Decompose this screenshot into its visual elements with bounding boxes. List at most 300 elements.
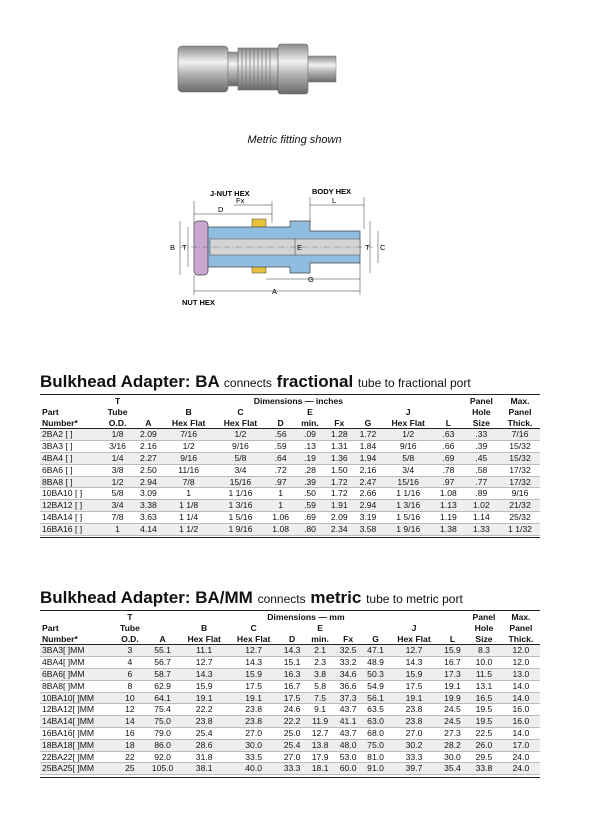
- value-cell: 7/16: [180, 429, 197, 440]
- value-cell: 43.7: [339, 704, 357, 715]
- value-cell: 1/2: [402, 429, 415, 440]
- value-cell: 81.0: [367, 751, 384, 762]
- value-cell: 9/16: [180, 453, 197, 464]
- value-cell: 1 1/32: [508, 523, 532, 534]
- part-number-cell: 4BA4[ ]MM: [42, 657, 85, 668]
- value-cell: .78: [442, 464, 455, 475]
- value-cell: 27.0: [405, 728, 423, 739]
- value-cell: 28.6: [195, 739, 213, 750]
- table-row: [40, 500, 540, 512]
- photo-caption: Metric fitting shown: [247, 134, 342, 146]
- header-cell: Panel: [508, 406, 532, 417]
- value-cell: 5/8: [234, 453, 247, 464]
- part-number-cell: 8BA8[ ]MM: [42, 680, 85, 691]
- value-cell: .39: [303, 476, 316, 487]
- header-cell: Part: [42, 622, 59, 633]
- part-number-cell: 6BA6 [ ]: [42, 464, 73, 475]
- value-cell: 17/32: [509, 464, 531, 475]
- header-cell: [266, 407, 295, 418]
- part-number-cell: 22BA22[ ]MM: [42, 751, 95, 762]
- value-cell: 24.5: [444, 704, 461, 715]
- value-cell: 21/32: [509, 500, 531, 511]
- header-row: [40, 396, 540, 407]
- value-cell: 1.19: [440, 512, 457, 523]
- part-number-cell: 18BA18[ ]MM: [42, 739, 95, 750]
- table-bottom-rule: [40, 777, 540, 778]
- header-cell: Hex Flat: [179, 634, 228, 645]
- table-row: [40, 751, 540, 763]
- value-cell: 9/16: [511, 488, 529, 499]
- value-cell: 33.3: [283, 763, 301, 774]
- header-row: [40, 407, 540, 418]
- value-cell: 17.5: [405, 680, 423, 691]
- fitting-photo: [170, 30, 340, 110]
- value-cell: 1/2: [182, 441, 195, 452]
- nut-hex-shape: [194, 221, 208, 275]
- value-cell: 2.09: [330, 512, 348, 523]
- value-cell: 7/8: [182, 476, 195, 487]
- value-cell: 25/32: [509, 512, 531, 523]
- label-c: C: [380, 243, 386, 252]
- value-cell: 33.5: [245, 751, 263, 762]
- table-row: [40, 680, 540, 692]
- table-row: [40, 476, 540, 488]
- part-number-cell: 10BA10 [ ]: [42, 488, 83, 499]
- value-cell: 34.6: [339, 669, 357, 680]
- value-cell: 33.2: [339, 657, 357, 668]
- header-cell: L: [434, 418, 463, 429]
- value-cell: 2.94: [140, 476, 157, 487]
- value-cell: 1 1/16: [396, 488, 421, 499]
- value-cell: 1 1/8: [179, 500, 199, 511]
- table-row: [40, 441, 540, 453]
- title-main: Bulkhead Adapter: BA/MM: [40, 588, 253, 607]
- header-cell: D: [266, 418, 295, 429]
- value-cell: .69: [303, 512, 316, 523]
- table-top-rule: [40, 610, 540, 611]
- value-cell: 17.5: [283, 692, 301, 703]
- table-bottom-rule: [40, 537, 540, 538]
- title-post: tube to metric port: [366, 592, 463, 606]
- value-cell: 22.2: [195, 704, 213, 715]
- header-cell: [278, 623, 305, 634]
- value-cell: 75.4: [154, 704, 171, 715]
- value-cell: 14.3: [283, 645, 301, 656]
- value-cell: 10: [125, 692, 135, 703]
- value-cell: 7/8: [111, 512, 124, 523]
- table-top-rule: [40, 394, 540, 395]
- value-cell: 48.0: [339, 739, 357, 750]
- table-row: [40, 739, 540, 751]
- header-cell: Number*: [40, 418, 101, 429]
- header-row: [40, 418, 540, 429]
- value-cell: 2.27: [140, 453, 157, 464]
- value-cell: 105.0: [151, 763, 174, 774]
- value-cell: 12: [125, 704, 135, 715]
- value-cell: 16: [125, 728, 135, 739]
- table-row: [40, 645, 540, 657]
- value-cell: 48.9: [367, 657, 384, 668]
- value-cell: 31.8: [195, 751, 213, 762]
- value-cell: 27.3: [444, 728, 461, 739]
- value-cell: 16.3: [283, 669, 301, 680]
- value-cell: 14: [125, 716, 135, 727]
- section-title-ba: [40, 372, 471, 392]
- header-cell: Part: [42, 406, 59, 417]
- value-cell: 22: [125, 751, 135, 762]
- header-cell: A: [146, 634, 180, 645]
- label-b: B: [170, 243, 176, 252]
- value-cell: 1.36: [330, 453, 348, 464]
- value-cell: 54.9: [367, 680, 384, 691]
- value-cell: 1 9/16: [228, 523, 253, 534]
- value-cell: 29.5: [475, 751, 493, 762]
- value-cell: 30.0: [245, 739, 263, 750]
- value-cell: 56.1: [367, 692, 384, 703]
- value-cell: 14.0: [512, 728, 530, 739]
- title-pre: connects: [257, 592, 306, 606]
- value-cell: 1 3/16: [228, 500, 253, 511]
- header-cell: C: [250, 622, 257, 633]
- value-cell: 3.8: [314, 669, 327, 680]
- part-number-cell: 3BA3[ ]MM: [42, 645, 85, 656]
- value-cell: .28: [303, 464, 316, 475]
- header-cell: G: [362, 634, 389, 645]
- value-cell: 14.0: [512, 680, 530, 691]
- value-cell: 3.09: [140, 488, 157, 499]
- value-cell: 1.72: [330, 488, 348, 499]
- value-cell: 1.91: [330, 500, 348, 511]
- value-cell: 19.1: [245, 692, 263, 703]
- header-cell: [439, 623, 466, 634]
- value-cell: 43.7: [339, 728, 357, 739]
- value-cell: 23.8: [245, 716, 263, 727]
- value-cell: 4: [127, 657, 133, 668]
- value-cell: 2.50: [140, 464, 157, 475]
- value-cell: 91.0: [367, 763, 384, 774]
- value-cell: 40.0: [245, 763, 263, 774]
- value-cell: 16.7: [283, 680, 301, 691]
- label-jnut-hex: J-NUT HEX: [210, 189, 250, 198]
- value-cell: 11.1: [196, 645, 213, 656]
- value-cell: 15/16: [229, 476, 252, 487]
- value-cell: 2.47: [359, 476, 377, 487]
- value-cell: 5.8: [314, 680, 327, 691]
- value-cell: 11/16: [178, 464, 200, 475]
- value-cell: 1.31: [330, 441, 348, 452]
- value-cell: 17/32: [509, 476, 531, 487]
- value-cell: 15/16: [397, 476, 419, 487]
- part-number-cell: 3BA3 [ ]: [42, 441, 73, 452]
- header-cell: J: [411, 622, 417, 633]
- value-cell: 26.0: [475, 739, 493, 750]
- value-cell: 47.1: [367, 645, 384, 656]
- value-cell: .59: [274, 441, 287, 452]
- value-cell: 14.3: [245, 657, 263, 668]
- value-cell: 1 5/16: [228, 512, 253, 523]
- value-cell: 79.0: [154, 728, 171, 739]
- table-row: [40, 523, 540, 535]
- value-cell: 28.2: [444, 739, 461, 750]
- value-cell: 2.34: [330, 523, 348, 534]
- title-pre: connects: [223, 376, 272, 390]
- header-cell: T: [127, 612, 133, 623]
- value-cell: 11.5: [475, 669, 492, 680]
- value-cell: 75.0: [367, 739, 384, 750]
- header-cell: Hole: [474, 622, 494, 633]
- value-cell: 1.94: [359, 453, 377, 464]
- value-cell: 1.72: [330, 476, 348, 487]
- value-cell: 17.0: [512, 739, 530, 750]
- header-row: [40, 612, 540, 623]
- value-cell: 25.4: [195, 728, 213, 739]
- value-cell: .66: [442, 441, 455, 452]
- header-cell: Panel: [509, 622, 533, 633]
- part-number-cell: 4BA4 [ ]: [42, 453, 73, 464]
- value-cell: .13: [303, 441, 316, 452]
- value-cell: .56: [274, 429, 287, 440]
- spec-table-fractional: [40, 396, 540, 536]
- header-cell: [334, 623, 361, 634]
- value-cell: 4.14: [140, 523, 157, 534]
- value-cell: 35.4: [444, 763, 461, 774]
- header-cell: T: [114, 396, 121, 407]
- value-cell: 2.16: [359, 464, 377, 475]
- header-cell: D: [278, 634, 305, 645]
- value-cell: 16.5: [475, 692, 493, 703]
- label-d: D: [218, 205, 224, 214]
- table-row: [40, 763, 540, 775]
- table-row: [40, 716, 540, 728]
- part-number-cell: 16BA16 [ ]: [42, 523, 83, 534]
- value-cell: 10.0: [475, 657, 493, 668]
- value-cell: 22.2: [283, 716, 301, 727]
- value-cell: 3: [127, 645, 133, 656]
- value-cell: 11.9: [312, 716, 329, 727]
- value-cell: 14.3: [195, 669, 213, 680]
- label-t-right: T: [365, 243, 370, 252]
- header-cell: Tube: [119, 622, 140, 633]
- part-number-cell: 2BA2 [ ]: [42, 429, 73, 440]
- value-cell: .19: [303, 453, 316, 464]
- table-row: [40, 488, 540, 500]
- header-cell: min.: [306, 634, 335, 645]
- label-l: L: [332, 196, 337, 205]
- value-cell: 1.84: [359, 441, 377, 452]
- label-t-left: T: [182, 243, 187, 252]
- value-cell: 1.14: [473, 512, 490, 523]
- value-cell: 36.6: [339, 680, 357, 691]
- value-cell: .33: [475, 429, 488, 440]
- value-cell: 1: [115, 523, 120, 534]
- value-cell: 58.7: [154, 669, 171, 680]
- value-cell: 3/4: [234, 464, 247, 475]
- value-cell: 24.5: [444, 716, 461, 727]
- value-cell: 3/8: [111, 464, 124, 475]
- value-cell: 1 9/16: [396, 523, 421, 534]
- header-row: [40, 634, 540, 645]
- header-cell: [434, 407, 463, 418]
- value-cell: 7/16: [511, 429, 529, 440]
- value-cell: 16.0: [512, 716, 530, 727]
- value-cell: 30.0: [444, 751, 461, 762]
- value-cell: 7.5: [314, 692, 327, 703]
- value-cell: 23.8: [195, 716, 213, 727]
- value-cell: 60.0: [339, 763, 357, 774]
- value-cell: 18: [125, 739, 135, 750]
- label-fx: Fx: [236, 196, 245, 205]
- value-cell: 32.5: [339, 645, 357, 656]
- value-cell: 1.06: [272, 512, 290, 523]
- value-cell: 15/32: [509, 441, 531, 452]
- value-cell: 19.5: [475, 704, 493, 715]
- header-cell: C: [237, 406, 244, 417]
- value-cell: 3.58: [359, 523, 377, 534]
- header-cell: Dimensions — inches: [253, 396, 344, 407]
- value-cell: .69: [442, 453, 455, 464]
- dimension-diagram: [160, 183, 390, 308]
- section-title-bamm: [40, 588, 463, 608]
- table-row: [40, 429, 540, 441]
- value-cell: .63: [442, 429, 455, 440]
- value-cell: 24.0: [512, 751, 530, 762]
- value-cell: 41.1: [339, 716, 357, 727]
- table-row: [40, 452, 540, 464]
- value-cell: 2.09: [140, 429, 157, 440]
- value-cell: 23.8: [245, 704, 263, 715]
- spec-table-metric: [40, 612, 540, 775]
- value-cell: 30.2: [405, 739, 423, 750]
- value-cell: 1: [186, 488, 192, 499]
- value-cell: 63.0: [367, 716, 384, 727]
- value-cell: 64.1: [154, 692, 171, 703]
- value-cell: 16.7: [444, 657, 461, 668]
- value-cell: 39.7: [405, 763, 423, 774]
- value-cell: 12.7: [245, 645, 263, 656]
- value-cell: 3.19: [359, 512, 377, 523]
- title-main: Bulkhead Adapter: BA: [40, 372, 220, 391]
- value-cell: .50: [303, 488, 316, 499]
- value-cell: .64: [274, 453, 287, 464]
- value-cell: .59: [303, 500, 316, 511]
- value-cell: 1 5/16: [396, 512, 421, 523]
- value-cell: 3.38: [140, 500, 157, 511]
- value-cell: 1.02: [473, 500, 490, 511]
- value-cell: 19.1: [444, 680, 461, 691]
- header-cell: Fx: [325, 418, 354, 429]
- part-number-cell: 6BA6[ ]MM: [42, 669, 85, 680]
- value-cell: 2.66: [359, 488, 377, 499]
- value-cell: 15/32: [509, 453, 531, 464]
- value-cell: 1.08: [272, 523, 290, 534]
- value-cell: 24.6: [283, 704, 301, 715]
- value-cell: 13.1: [475, 680, 493, 691]
- header-cell: Hex Flat: [163, 418, 215, 429]
- value-cell: 1.08: [440, 488, 457, 499]
- header-cell: L: [439, 634, 466, 645]
- header-cell: Thick.: [502, 634, 540, 645]
- header-cell: J: [405, 406, 411, 417]
- value-cell: 19.9: [444, 692, 461, 703]
- part-number-cell: 16BA16[ ]MM: [42, 728, 95, 739]
- value-cell: 5/8: [111, 488, 124, 499]
- value-cell: 3/4: [111, 500, 124, 511]
- value-cell: .45: [475, 453, 488, 464]
- value-cell: 25: [125, 763, 135, 774]
- value-cell: 62.9: [154, 680, 171, 691]
- header-cell: [362, 623, 389, 634]
- part-number-cell: 25BA25[ ]MM: [42, 763, 95, 774]
- header-cell: E: [317, 622, 323, 633]
- value-cell: 8.3: [477, 645, 490, 656]
- part-number-cell: 14BA14[ ]MM: [42, 716, 95, 727]
- value-cell: 1.50: [330, 464, 348, 475]
- header-cell: G: [354, 418, 383, 429]
- part-number-cell: 8BA8 [ ]: [42, 476, 73, 487]
- header-cell: O.D.: [101, 418, 134, 429]
- header-cell: Size: [463, 418, 500, 429]
- value-cell: 1 3/16: [396, 500, 421, 511]
- header-cell: Panel: [469, 396, 493, 407]
- value-cell: 1/2: [111, 476, 124, 487]
- header-cell: A: [134, 418, 163, 429]
- value-cell: 13.8: [311, 739, 329, 750]
- header-cell: min.: [295, 418, 325, 429]
- label-body-hex: BODY HEX: [312, 187, 352, 196]
- header-cell: [146, 623, 180, 634]
- header-cell: [40, 396, 101, 407]
- value-cell: 12.7: [195, 657, 213, 668]
- part-number-cell: 12BA12[ ]MM: [42, 704, 95, 715]
- title-post: tube to fractional port: [357, 376, 471, 390]
- value-cell: 19.1: [405, 692, 423, 703]
- value-cell: 8: [127, 680, 133, 691]
- value-cell: 13.0: [512, 669, 530, 680]
- table-row: [40, 464, 540, 476]
- value-cell: 33.3: [405, 751, 423, 762]
- value-cell: 12.7: [405, 645, 423, 656]
- value-cell: 9/16: [232, 441, 249, 452]
- value-cell: 50.3: [367, 669, 384, 680]
- value-cell: 23.8: [405, 704, 423, 715]
- value-cell: 53.0: [339, 751, 357, 762]
- table-row: [40, 692, 540, 704]
- value-cell: .77: [475, 476, 488, 487]
- header-cell: Hole: [472, 406, 491, 417]
- title-mid: metric: [310, 588, 362, 607]
- header-cell: Fx: [334, 634, 361, 645]
- value-cell: 56.7: [154, 657, 171, 668]
- value-cell: 5/8: [402, 453, 415, 464]
- header-cell: Max.: [510, 396, 530, 407]
- header-cell: B: [201, 622, 208, 633]
- header-cell: Hex Flat: [389, 634, 438, 645]
- header-cell: Hex Flat: [382, 418, 434, 429]
- value-cell: 12.0: [512, 657, 530, 668]
- table-row: [40, 657, 540, 669]
- value-cell: 27.0: [283, 751, 301, 762]
- value-cell: 14.0: [512, 692, 530, 703]
- header-cell: Hex Flat: [215, 418, 267, 429]
- value-cell: 1 1/2: [179, 523, 199, 534]
- header-cell: Max.: [511, 612, 531, 623]
- value-cell: 1.38: [440, 523, 457, 534]
- value-cell: 15.9: [195, 680, 213, 691]
- value-cell: 1/2: [234, 429, 247, 440]
- value-cell: .39: [475, 441, 488, 452]
- value-cell: 3.63: [140, 512, 157, 523]
- part-number-cell: 14BA14 [ ]: [42, 512, 83, 523]
